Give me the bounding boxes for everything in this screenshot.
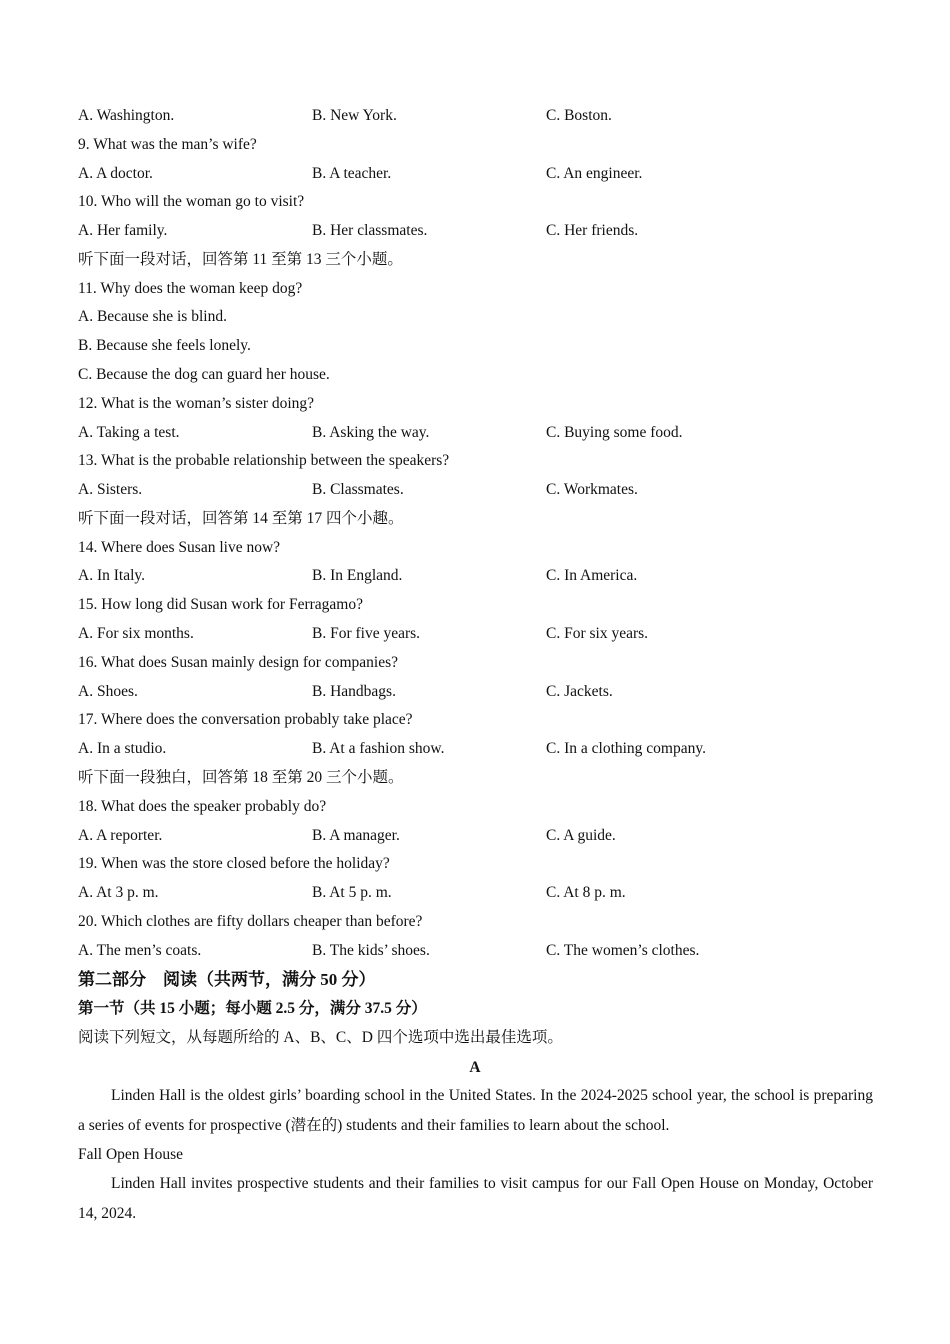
question-line: 20. Which clothes are fifty dollars cheaper than before? bbox=[78, 913, 423, 930]
option-c: C. Buying some food. bbox=[546, 424, 683, 441]
question-line: 16. What does Susan mainly design for companies? bbox=[78, 654, 398, 671]
question-line: A. Because she is blind. bbox=[78, 308, 227, 325]
question-line: 10. Who will the woman go to visit? bbox=[78, 193, 305, 210]
option-b: B. Handbags. bbox=[312, 683, 396, 700]
option-b: B. Her classmates. bbox=[312, 222, 428, 239]
option-a: A. In a studio. bbox=[78, 740, 167, 757]
option-a: A. In Italy. bbox=[78, 567, 146, 584]
option-c: C. Jackets. bbox=[546, 683, 613, 700]
option-c: C. At 8 p. m. bbox=[546, 884, 626, 901]
option-b: B. A teacher. bbox=[312, 165, 392, 182]
question-line: 听下面一段对话，回答第 11 至第 13 三个小题。 bbox=[78, 251, 403, 268]
option-a: A. For six months. bbox=[78, 625, 194, 642]
question-line: 12. What is the woman’s sister doing? bbox=[78, 395, 315, 412]
option-c: C. In a clothing company. bbox=[546, 740, 706, 757]
question-line: 听下面一段独白，回答第 18 至第 20 三个小题。 bbox=[78, 769, 404, 786]
reading-instruction: 阅读下列短文，从每题所给的 A、B、C、D 四个选项中选出最佳选项。 bbox=[78, 1029, 563, 1046]
option-b: B. New York. bbox=[312, 107, 397, 124]
question-line: 11. Why does the woman keep dog? bbox=[78, 280, 303, 297]
option-a: A. The men’s coats. bbox=[78, 942, 202, 959]
option-b: B. A manager. bbox=[312, 827, 400, 844]
option-c: C. Her friends. bbox=[546, 222, 639, 239]
option-a: A. Sisters. bbox=[78, 481, 143, 498]
option-a: A. A reporter. bbox=[78, 827, 163, 844]
question-line: 17. Where does the conversation probably take place? bbox=[78, 711, 413, 728]
part-two-title: 第二部分 阅读（共两节，满分 50 分） bbox=[78, 970, 376, 989]
option-c: C. Workmates. bbox=[546, 481, 638, 498]
option-c: C. The women’s clothes. bbox=[546, 942, 700, 959]
section-one-title: 第一节（共 15 小题；每小题 2.5 分，满分 37.5 分） bbox=[78, 1000, 427, 1017]
option-b: B. The kids’ shoes. bbox=[312, 942, 430, 959]
passage-paragraph: Linden Hall is the oldest girls’ boarding school in the United States. In the 2024-2025 school year, the school is preparing a series of events for prospective (潜在的) students and their families to learn about the school. bbox=[78, 1087, 873, 1134]
question-line: 19. When was the store closed before the holiday? bbox=[78, 855, 390, 872]
option-b: B. In England. bbox=[312, 567, 403, 584]
option-b: B. For five years. bbox=[312, 625, 421, 642]
question-line: 听下面一段对话，回答第 14 至第 17 四个小趣。 bbox=[78, 510, 404, 527]
option-a: A. Washington. bbox=[78, 107, 175, 124]
question-line: 14. Where does Susan live now? bbox=[78, 539, 281, 556]
option-a: A. Taking a test. bbox=[78, 424, 180, 441]
passage-subheading: Fall Open House bbox=[78, 1146, 184, 1163]
option-b: B. Asking the way. bbox=[312, 424, 430, 441]
option-b: B. Classmates. bbox=[312, 481, 404, 498]
option-a: A. At 3 p. m. bbox=[78, 884, 159, 901]
passage-label: A bbox=[469, 1059, 481, 1076]
question-line: 15. How long did Susan work for Ferragamo? bbox=[78, 596, 363, 613]
option-a: A. Shoes. bbox=[78, 683, 138, 700]
option-a: A. Her family. bbox=[78, 222, 168, 239]
question-line: 9. What was the man’s wife? bbox=[78, 136, 257, 153]
option-b: B. At 5 p. m. bbox=[312, 884, 392, 901]
option-a: A. A doctor. bbox=[78, 165, 153, 182]
question-line: 18. What does the speaker probably do? bbox=[78, 798, 327, 815]
passage-paragraph: Linden Hall invites prospective students and their families to visit campus for our Fall Open House on Monday, October 14, 2024. bbox=[78, 1175, 873, 1222]
option-c: C. In America. bbox=[546, 567, 638, 584]
option-c: C. A guide. bbox=[546, 827, 616, 844]
option-b: B. At a fashion show. bbox=[312, 740, 445, 757]
question-line: 13. What is the probable relationship between the speakers? bbox=[78, 452, 450, 469]
question-line: C. Because the dog can guard her house. bbox=[78, 366, 330, 383]
option-c: C. An engineer. bbox=[546, 165, 643, 182]
option-c: C. For six years. bbox=[546, 625, 649, 642]
option-c: C. Boston. bbox=[546, 107, 612, 124]
question-line: B. Because she feels lonely. bbox=[78, 337, 251, 354]
